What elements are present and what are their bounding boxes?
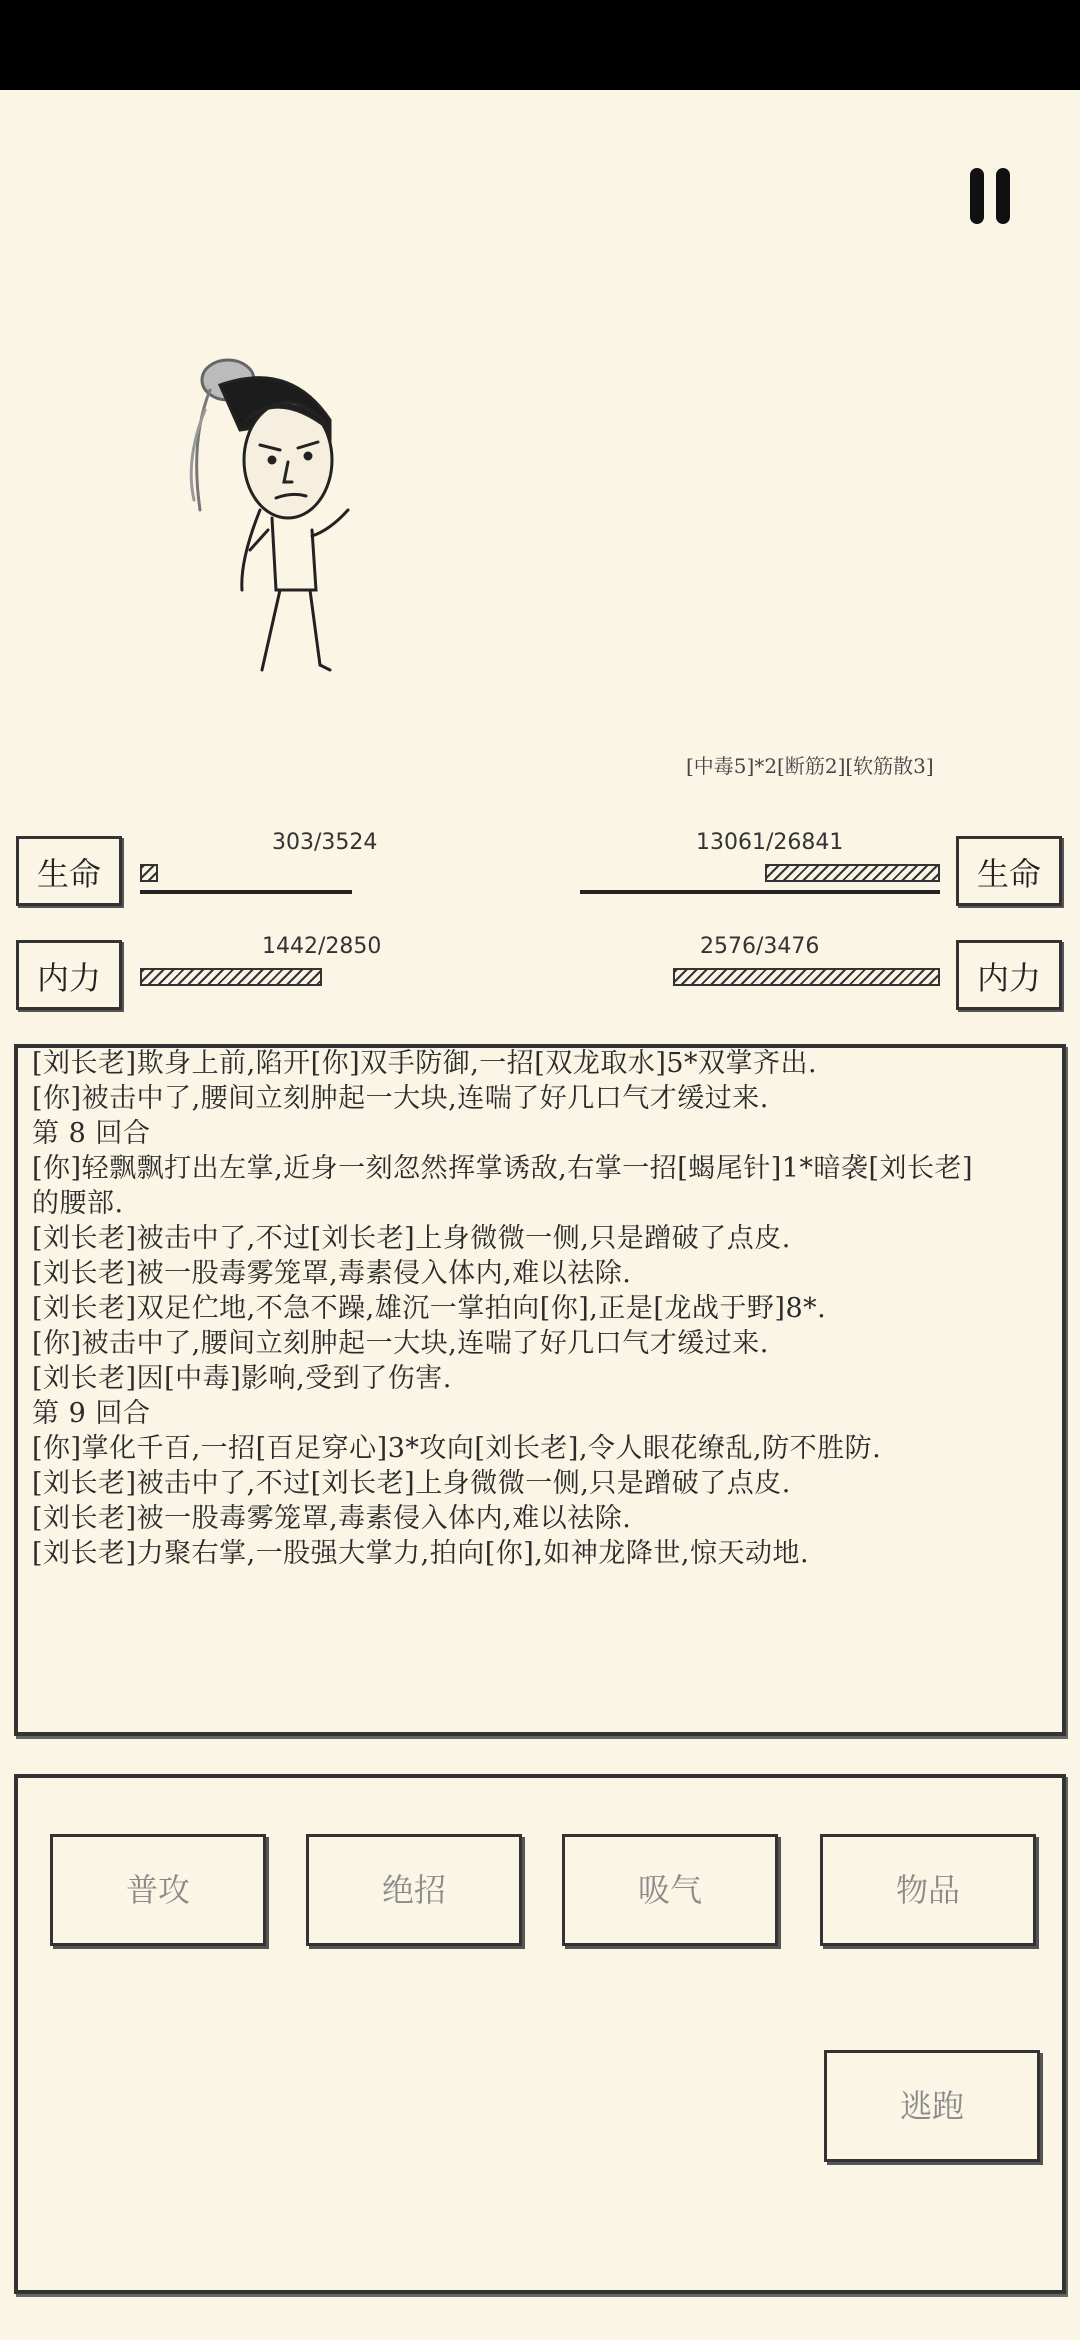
log-line: [刘长老]被击中了,不过[刘长老]上身微微一侧,只是蹭破了点皮. (32, 1468, 791, 1499)
action-panel (14, 1774, 1066, 2294)
enemy-mp-value: 2576/3476 (700, 934, 820, 959)
player-mp-bar (140, 968, 322, 986)
player-hp-bar (140, 864, 158, 882)
player-hp-track (140, 890, 352, 894)
attack-button[interactable]: 普攻 (50, 1834, 266, 1946)
items-button[interactable]: 物品 (820, 1834, 1036, 1946)
enemy-hp-label: 生命 (956, 836, 1062, 906)
status-bar (0, 0, 1080, 90)
enemy-hp-value: 13061/26841 (696, 830, 844, 855)
log-line: [你]被击中了,腰间立刻肿起一大块,连喘了好几口气才缓过来. (32, 1328, 769, 1359)
ultimate-button[interactable]: 绝招 (306, 1834, 522, 1946)
enemy-mp-bar (673, 968, 940, 986)
combat-log[interactable] (14, 1044, 1066, 1736)
enemy-hp-track (580, 890, 940, 894)
pause-icon (970, 168, 984, 224)
log-line: [刘长老]被击中了,不过[刘长老]上身微微一侧,只是蹭破了点皮. (32, 1223, 791, 1254)
pause-button[interactable] (966, 168, 1016, 226)
enemy-mp-label: 内力 (956, 940, 1062, 1010)
player-mp-value: 1442/2850 (262, 934, 382, 959)
log-line: [你]轻飘飘打出左掌,近身一刻忽然挥掌诱敌,右掌一招[蝎尾针]1*暗袭[刘长老] (32, 1153, 974, 1184)
player-mp-label: 内力 (16, 940, 122, 1010)
log-line: [刘长老]双足伫地,不急不躁,雄沉一掌拍向[你],正是[龙战于野]8*. (32, 1293, 827, 1324)
log-line: [你]被击中了,腰间立刻肿起一大块,连喘了好几口气才缓过来. (32, 1083, 769, 1114)
player-character (180, 350, 400, 680)
log-line: [刘长老]被一股毒雾笼罩,毒素侵入体内,难以祛除. (32, 1503, 632, 1534)
log-line: [刘长老]因[中毒]影响,受到了伤害. (32, 1363, 452, 1394)
log-line: 的腰部. (32, 1188, 124, 1219)
breathe-button[interactable]: 吸气 (562, 1834, 778, 1946)
log-line: 第 8 回合 (32, 1118, 151, 1149)
flee-button[interactable]: 逃跑 (824, 2050, 1040, 2162)
player-hp-label: 生命 (16, 836, 122, 906)
log-line: [刘长老]被一股毒雾笼罩,毒素侵入体内,难以祛除. (32, 1258, 632, 1289)
enemy-hp-bar (765, 864, 940, 882)
player-hp-value: 303/3524 (272, 830, 378, 855)
log-line: [刘长老]力聚右掌,一股强大掌力,拍向[你],如神龙降世,惊天动地. (32, 1538, 810, 1569)
log-line: 第 9 回合 (32, 1398, 151, 1429)
log-line: [你]掌化千百,一招[百足穿心]3*攻向[刘长老],令人眼花缭乱,防不胜防. (32, 1433, 882, 1464)
combat-log-lines (32, 1048, 1048, 1571)
status-effects: [中毒5]*2[断筋2][软筋散3] (686, 754, 934, 778)
log-line: [刘长老]欺身上前,陷开[你]双手防御,一招[双龙取水]5*双掌齐出. (32, 1048, 818, 1079)
